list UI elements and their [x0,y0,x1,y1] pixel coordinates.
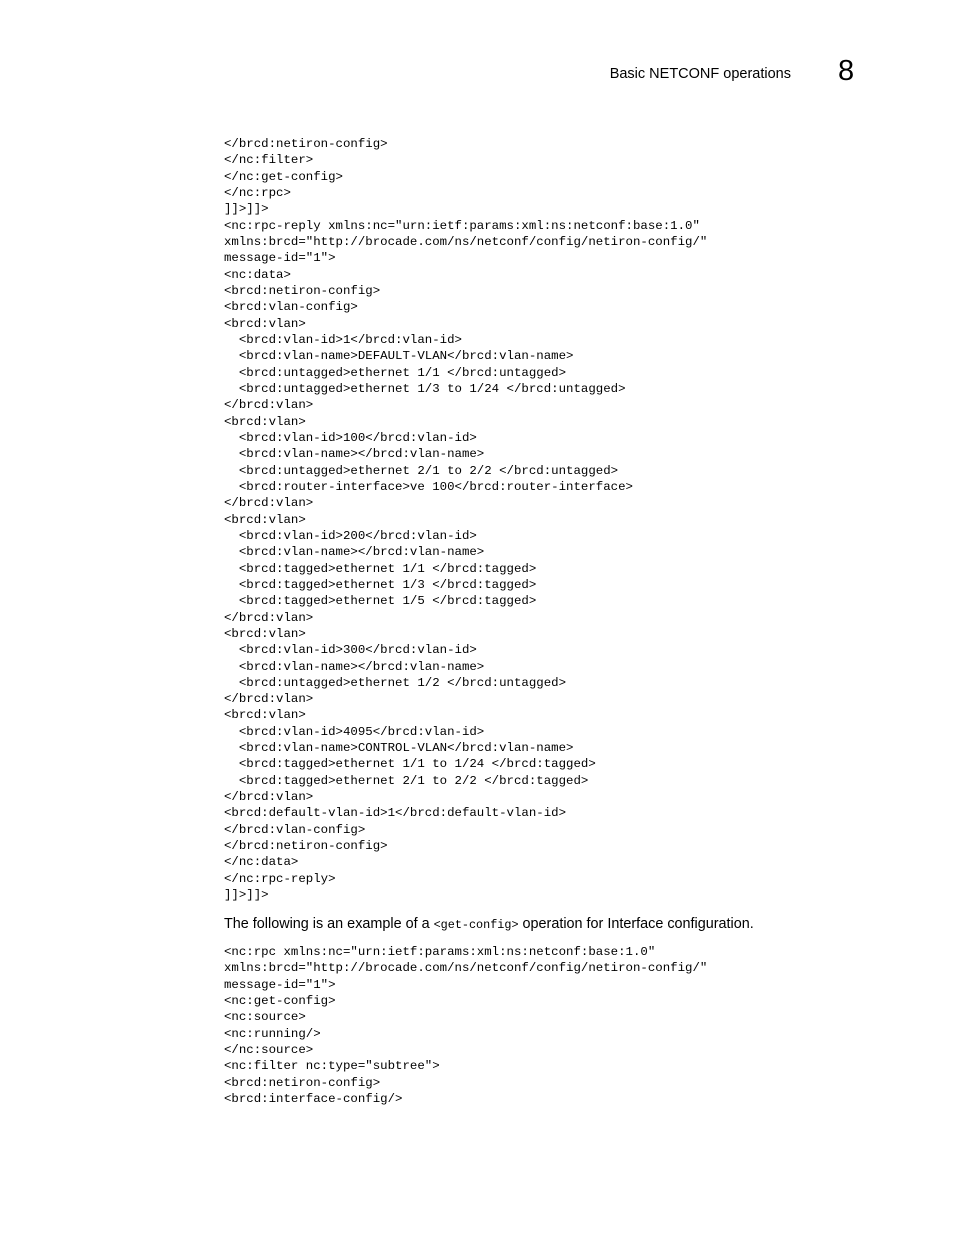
chapter-number: 8 [838,55,855,87]
code-line: <brcd:tagged>ethernet 1/1 to 1/24 </brcd:tagged> [224,757,596,772]
code-line: <nc:get-config> [224,993,336,1008]
code-line: <nc:rpc-reply xmlns:nc="urn:ietf:params:xml:ns:netconf:base:1.0" [224,218,700,233]
code-line: </brcd:vlan> [224,790,314,805]
code-line: <brcd:default-vlan-id>1</brcd:default-vlan-id> [224,806,567,821]
code-line: </brcd:vlan> [224,692,314,707]
section-title: Basic NETCONF operations [609,66,791,82]
code-line: <brcd:vlan> [224,316,306,331]
code-line: <brcd:vlan-id>300</brcd:vlan-id> [224,643,477,658]
code-line: <brcd:vlan> [224,414,306,429]
code-line: <brcd:tagged>ethernet 1/1 </brcd:tagged> [224,561,537,576]
code-line: <brcd:vlan-id>4095</brcd:vlan-id> [224,724,485,739]
code-line: <brcd:netiron-config> [224,1075,381,1090]
code-line: <brcd:interface-config/> [224,1091,403,1106]
code-line: <nc:data> [224,267,291,282]
code-line: </nc:rpc> [224,185,291,200]
code-line: <brcd:vlan-id>1</brcd:vlan-id> [224,332,462,347]
code-line: <brcd:vlan> [224,512,306,527]
code-line: </nc:get-config> [224,169,343,184]
code-line: <nc:running/> [224,1026,321,1041]
code-line: <brcd:vlan-name>DEFAULT-VLAN</brcd:vlan-name> [224,349,574,364]
code-line: <brcd:untagged>ethernet 1/2 </brcd:untagged> [224,675,567,690]
code-line: </brcd:vlan> [224,610,314,625]
code-line: <brcd:netiron-config> [224,283,381,298]
code-line: <brcd:tagged>ethernet 1/3 </brcd:tagged> [224,577,537,592]
code-line: <brcd:vlan> [224,626,306,641]
code-line: </brcd:netiron-config> [224,839,388,854]
code-line: <brcd:router-interface>ve 100</brcd:router-interface> [224,479,633,494]
code-line: message-id="1"> [224,977,336,992]
code-line: <brcd:vlan> [224,708,306,723]
code-line: </nc:data> [224,855,299,870]
code-line: </brcd:vlan> [224,496,314,511]
code-line: </brcd:vlan> [224,398,314,413]
intro-paragraph [224,914,754,935]
code-line: <brcd:vlan-name></brcd:vlan-name> [224,447,485,462]
code-line: </nc:source> [224,1042,314,1057]
code-line: <brcd:vlan-id>100</brcd:vlan-id> [224,430,477,445]
code-block-rpc-request [224,944,707,1107]
code-line: <brcd:vlan-config> [224,300,358,315]
code-line: <brcd:tagged>ethernet 2/1 to 2/2 </brcd:tagged> [224,773,589,788]
code-line: <brcd:vlan-name></brcd:vlan-name> [224,659,485,674]
paragraph-text-after: operation for Interface configuration. [518,916,754,932]
code-line: <nc:filter nc:type="subtree"> [224,1059,440,1074]
inline-code-get-config: <get-config> [433,918,519,932]
code-line: xmlns:brcd="http://brocade.com/ns/netconf/config/netiron-config/" [224,961,708,976]
code-line: ]]>]]> [224,888,269,903]
code-line: </brcd:netiron-config> [224,137,388,151]
code-line: <brcd:untagged>ethernet 1/1 </brcd:untagged> [224,365,567,380]
code-line: </nc:filter> [224,153,314,168]
code-line: <nc:rpc xmlns:nc="urn:ietf:params:xml:ns:netconf:base:1.0" [224,945,656,959]
code-line: <brcd:tagged>ethernet 1/5 </brcd:tagged> [224,594,537,609]
code-line: <brcd:untagged>ethernet 1/3 to 1/24 </brcd:untagged> [224,381,626,396]
code-line: <brcd:vlan-name>CONTROL-VLAN</brcd:vlan-name> [224,741,574,756]
code-line: </nc:rpc-reply> [224,871,336,886]
code-line: <nc:source> [224,1010,306,1025]
code-line: xmlns:brcd="http://brocade.com/ns/netconf/config/netiron-config/" [224,234,708,249]
code-line: <brcd:untagged>ethernet 2/1 to 2/2 </brcd:untagged> [224,463,619,478]
code-line: </brcd:vlan-config> [224,822,366,837]
code-line: <brcd:vlan-name></brcd:vlan-name> [224,545,485,560]
code-line: <brcd:vlan-id>200</brcd:vlan-id> [224,528,477,543]
code-line: message-id="1"> [224,251,336,266]
paragraph-text-before: The following is an example of a [224,916,434,932]
code-block-rpc-reply [224,136,707,903]
code-line: ]]>]]> [224,202,269,217]
